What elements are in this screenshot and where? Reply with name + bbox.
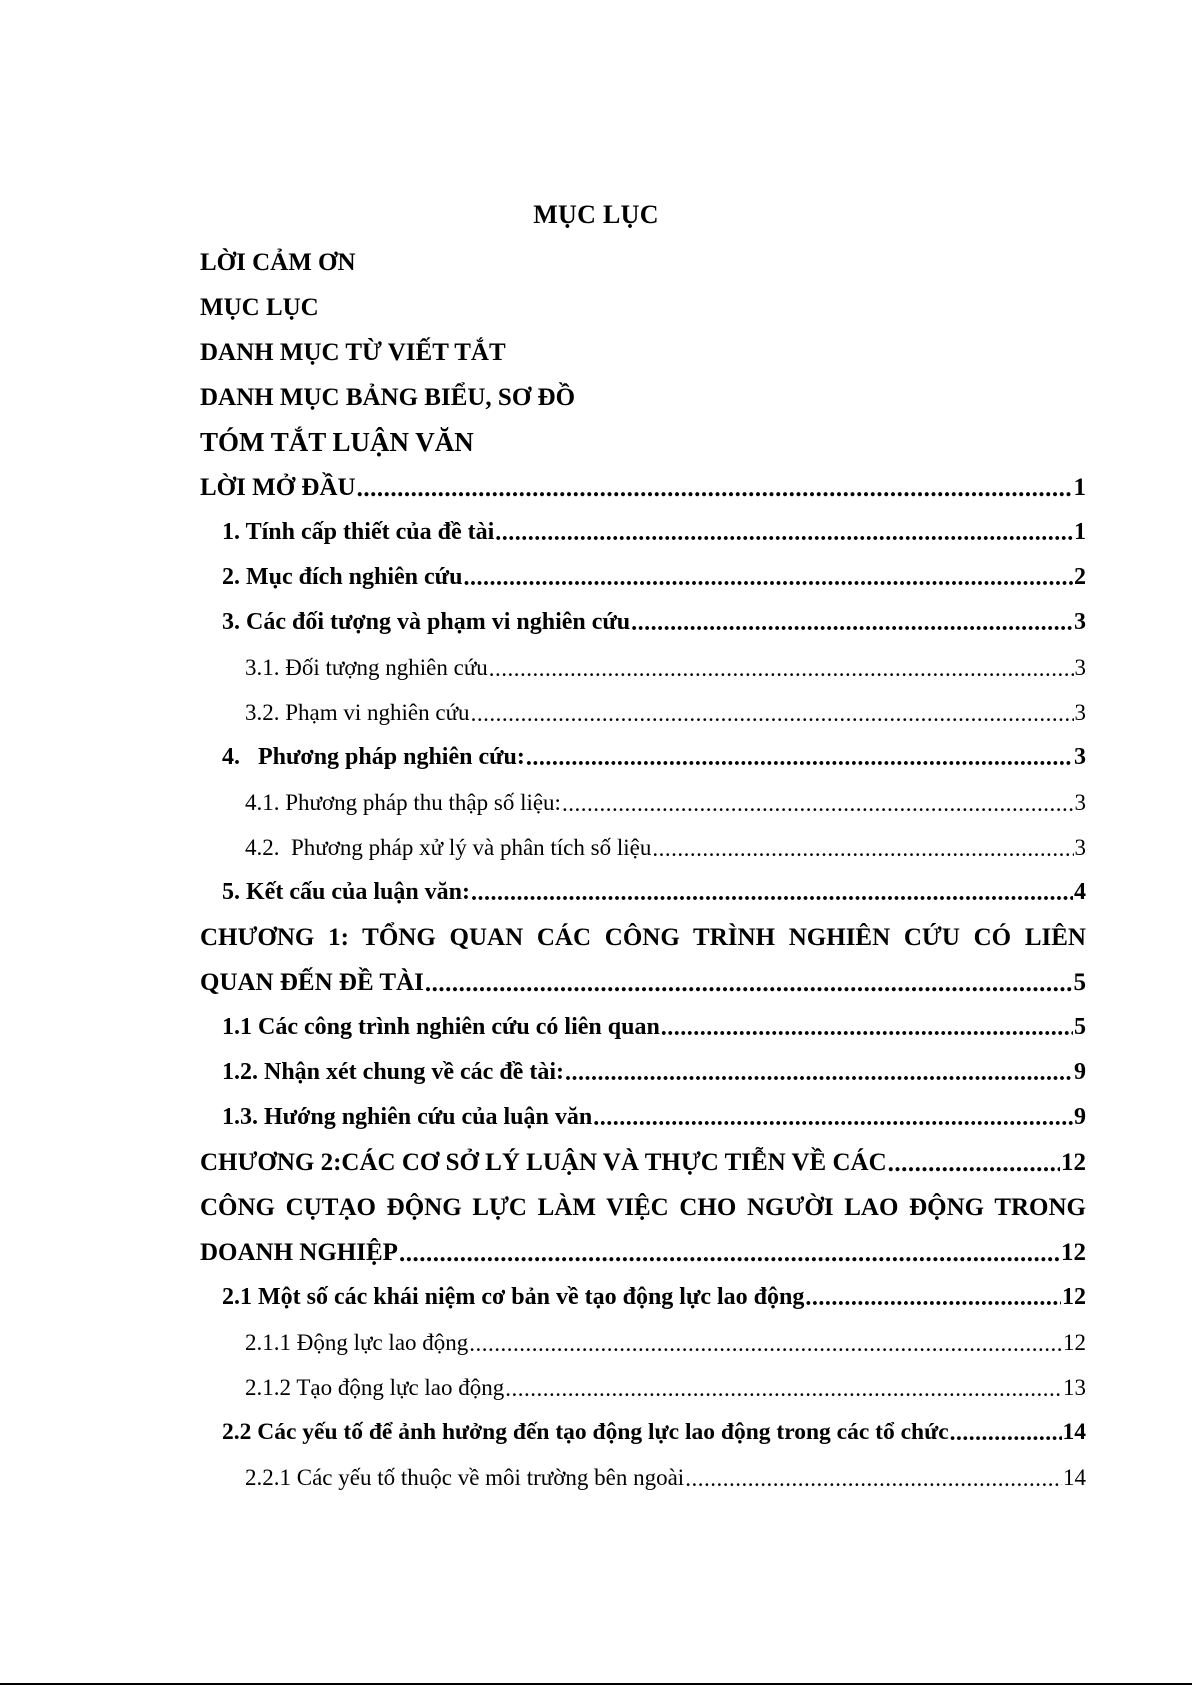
toc-entry-text: 2.1 Một số các khái niệm cơ bản về tạo động lực lao động — [222, 1284, 805, 1310]
toc-page-number: 3 — [1074, 699, 1086, 725]
toc-entry-text: 2.2 Các yếu tố để ảnh hưởng đến tạo động lực lao động trong các tổ chức — [222, 1419, 949, 1445]
toc-page-number: 9 — [1074, 1059, 1086, 1085]
toc-entry-text: 3. Các đối tượng và phạm vi nghiên cứu — [222, 609, 631, 635]
toc-entry-text: 2.1.2 Tạo động lực lao động — [245, 1374, 505, 1400]
dot-leader — [888, 1150, 1060, 1178]
toc-entry-text: QUAN ĐẾN ĐỀ TÀI — [200, 968, 424, 996]
dot-leader — [685, 1466, 1062, 1492]
toc-page-number: 12 — [1061, 1148, 1086, 1176]
toc-entry-text: 1.2. Nhận xét chung về các đề tài: — [222, 1059, 564, 1085]
toc-page-number: 1 — [1074, 519, 1086, 545]
toc-entry-text: 4. Phương pháp nghiên cứu: — [222, 744, 525, 770]
toc-entry[interactable] — [200, 780, 1086, 825]
toc-entry[interactable] — [200, 1410, 1086, 1455]
toc-entry-text: DOANH NGHIỆP — [200, 1238, 398, 1266]
toc-entry[interactable] — [200, 555, 1086, 600]
toc-entry[interactable] — [200, 510, 1086, 555]
toc-entry-text: 2.2.1 Các yếu tố thuộc về môi trường bên ngoài — [245, 1464, 685, 1490]
toc-page-number: 9 — [1074, 1104, 1086, 1130]
toc-entry[interactable] — [200, 915, 1086, 960]
toc-entry-text: 4.2. Phương pháp xử lý và phân tích số liệu — [245, 834, 652, 860]
toc-entry-text: LỜI MỞ ĐẦU — [200, 473, 356, 501]
toc-entry-text: 4.1. Phương pháp thu thập số liệu: — [245, 789, 561, 815]
dot-leader — [471, 701, 1074, 727]
toc-entry[interactable] — [200, 870, 1086, 915]
toc-entry[interactable] — [200, 1455, 1086, 1500]
toc-page-number: 12 — [1062, 1284, 1086, 1310]
toc-page-number: 5 — [1073, 968, 1086, 996]
toc-entry[interactable] — [200, 375, 1086, 420]
dot-leader — [495, 520, 1073, 547]
toc-entry[interactable] — [200, 1365, 1086, 1410]
toc-page-number: 2 — [1074, 564, 1086, 590]
dot-leader — [631, 610, 1073, 637]
toc-entry[interactable] — [200, 1095, 1086, 1140]
toc-entry[interactable] — [200, 600, 1086, 645]
toc-entry[interactable] — [200, 1185, 1086, 1230]
toc-page-number: 12 — [1061, 1238, 1086, 1266]
dot-leader — [425, 970, 1073, 998]
toc-page-number: 14 — [1063, 1464, 1086, 1490]
toc-entry-text: 5. Kết cấu của luận văn: — [222, 879, 471, 905]
toc-entry-text: MỤC LỤC — [200, 293, 319, 321]
toc-entry-text: TÓM TẮT LUẬN VĂN — [200, 427, 474, 457]
toc-entry[interactable] — [200, 240, 1086, 285]
toc-entry[interactable] — [200, 645, 1086, 690]
toc-entry-text: 1.1 Các công trình nghiên cứu có liên quan — [222, 1014, 660, 1040]
dot-leader — [661, 1015, 1073, 1042]
toc-page-number: 14 — [1062, 1419, 1086, 1445]
toc-entry-text: CHƯƠNG 2:CÁC CƠ SỞ LÝ LUẬN VÀ THỰC TIỄN VỀ CÁC — [200, 1148, 887, 1176]
dot-leader — [526, 745, 1073, 772]
toc-entry-text: 3.1. Đối tượng nghiên cứu — [245, 654, 488, 680]
toc-entry-text: 3.2. Phạm vi nghiên cứu — [245, 699, 470, 725]
toc-entry[interactable] — [200, 420, 1086, 465]
dot-leader — [471, 880, 1073, 907]
dot-leader — [505, 1376, 1062, 1402]
toc-entry[interactable] — [200, 960, 1086, 1005]
dot-leader — [805, 1285, 1061, 1312]
toc-entry[interactable] — [200, 1230, 1086, 1275]
toc-page-number: 3 — [1074, 609, 1086, 635]
toc-page-number: 5 — [1074, 1014, 1086, 1040]
toc-entry[interactable] — [200, 1320, 1086, 1365]
toc-page-number: 13 — [1063, 1374, 1086, 1400]
toc-entry[interactable] — [200, 1140, 1086, 1185]
toc-page-number: 3 — [1074, 654, 1086, 680]
dot-leader — [652, 836, 1073, 862]
toc-entry-text: CÔNG CỤTẠO ĐỘNG LỰC LÀM VIỆC CHO NGƯỜI LAO ĐỘNG TRONG — [200, 1193, 1086, 1221]
toc-entry[interactable] — [200, 1275, 1086, 1320]
toc-title: MỤC LỤC — [533, 200, 659, 229]
dot-leader — [593, 1105, 1073, 1132]
toc-entry[interactable] — [200, 735, 1086, 780]
toc-page-number: 3 — [1074, 834, 1086, 860]
dot-leader — [357, 475, 1073, 503]
toc-entry-text: CHƯƠNG 1: TỔNG QUAN CÁC CÔNG TRÌNH NGHIÊN CỨU CÓ LIÊN — [200, 923, 1086, 951]
toc-entry[interactable] — [200, 465, 1086, 510]
toc-entry-text: 2.1.1 Động lực lao động — [245, 1329, 469, 1355]
table-of-contents — [200, 240, 1086, 1500]
toc-entry-text: 1. Tính cấp thiết của đề tài — [222, 519, 495, 545]
dot-leader — [463, 565, 1073, 592]
dot-leader — [399, 1240, 1060, 1268]
toc-entry[interactable] — [200, 285, 1086, 330]
toc-entry-text: LỜI CẢM ƠN — [200, 248, 356, 276]
toc-page-number: 3 — [1074, 744, 1086, 770]
dot-leader — [950, 1420, 1062, 1447]
dot-leader — [565, 1060, 1073, 1087]
toc-entry[interactable] — [200, 825, 1086, 870]
toc-entry[interactable] — [200, 1005, 1086, 1050]
dot-leader — [562, 791, 1074, 817]
toc-entry-text: 2. Mục đích nghiên cứu — [222, 564, 463, 590]
toc-entry[interactable] — [200, 690, 1086, 735]
toc-entry[interactable] — [200, 330, 1086, 375]
toc-page-number: 3 — [1074, 789, 1086, 815]
toc-entry-text: 1.3. Hướng nghiên cứu của luận văn — [222, 1104, 593, 1130]
toc-entry[interactable] — [200, 1050, 1086, 1095]
toc-entry-text: DANH MỤC BẢNG BIỂU, SƠ ĐỒ — [200, 383, 576, 411]
dot-leader — [469, 1331, 1062, 1357]
toc-entry-text: DANH MỤC TỪ VIẾT TẮT — [200, 338, 506, 366]
dot-leader — [489, 656, 1074, 682]
toc-page-number: 12 — [1063, 1329, 1086, 1355]
toc-page-number: 1 — [1073, 473, 1086, 501]
toc-page-number: 4 — [1074, 879, 1086, 905]
